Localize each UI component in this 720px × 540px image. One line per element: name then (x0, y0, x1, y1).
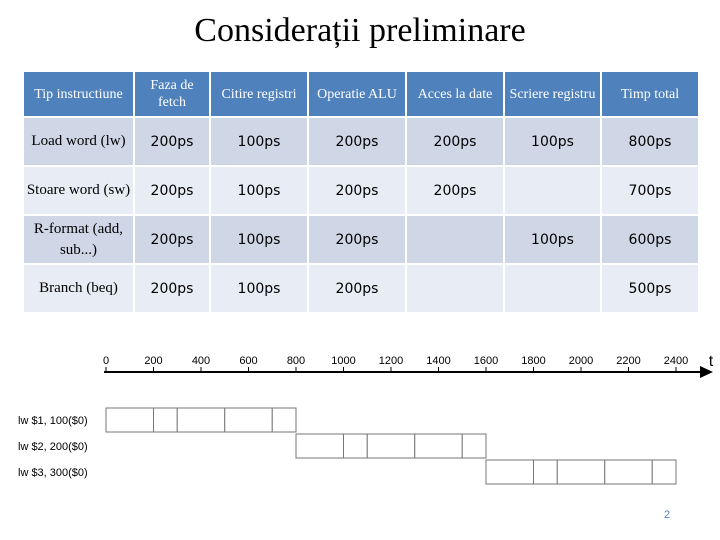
header-fetch: Faza de fetch (135, 72, 209, 116)
header-data-access: Acces la date (407, 72, 503, 116)
table-cell: 200ps (309, 216, 405, 263)
row-label: R-format (add, sub...) (24, 216, 133, 263)
pipeline-stage-box (225, 408, 273, 432)
table-cell: 100ps (211, 118, 307, 165)
row-label: Branch (beq) (24, 265, 133, 312)
axis-tick-label: 800 (286, 355, 306, 367)
pipeline-stage-box (154, 408, 178, 432)
pipeline-timeline-diagram (0, 345, 720, 495)
table-cell: 200ps (309, 118, 405, 165)
instruction-label: lw $2, 200($0) (18, 441, 88, 453)
pipeline-stage-box (415, 434, 463, 458)
pipeline-stage-box (272, 408, 296, 432)
table-cell: 100ps (505, 216, 600, 263)
axis-tick-label: 1000 (331, 355, 356, 367)
pipeline-stage-box (462, 434, 486, 458)
table-row (24, 216, 698, 263)
table-cell: 200ps (407, 118, 503, 165)
table-cell (505, 265, 600, 312)
row-label: Load word (lw) (24, 118, 133, 165)
header-instruction-type: Tip instructiune (24, 72, 133, 116)
header-register-read: Citire registri (211, 72, 307, 116)
table-row (24, 265, 698, 312)
table-cell: 500ps (602, 265, 698, 312)
table-cell: 200ps (309, 265, 405, 312)
pipeline-stage-box (106, 408, 154, 432)
table-cell: 200ps (135, 167, 209, 214)
axis-tick-label: 1200 (378, 355, 404, 367)
header-register-write: Scriere registru (505, 72, 600, 116)
table-cell: 100ps (211, 265, 307, 312)
table-cell: 100ps (505, 118, 600, 165)
pipeline-stage-box (605, 460, 653, 484)
table-cell: 600ps (602, 216, 698, 263)
pipeline-stage-box (486, 460, 534, 484)
table-cell: 100ps (211, 216, 307, 263)
instruction-timing-table (22, 70, 700, 314)
table-cell: 800ps (602, 118, 698, 165)
axis-tick-label: 200 (144, 355, 163, 367)
table-cell: 700ps (602, 167, 698, 214)
axis-tick-label: 2400 (663, 355, 689, 367)
header-total-time: Timp total (602, 72, 698, 116)
table-row (24, 167, 698, 214)
pipeline-stage-box (367, 434, 415, 458)
slide-title: Considerații preliminare (194, 12, 526, 49)
pipeline-stage-box (344, 434, 368, 458)
table-cell (505, 167, 600, 214)
table-cell: 200ps (135, 216, 209, 263)
time-axis-label: t (708, 353, 714, 370)
pipeline-stage-box (177, 408, 225, 432)
axis-tick-label: 400 (191, 355, 211, 367)
pipeline-stage-box (652, 460, 676, 484)
axis-tick-label: 2000 (568, 355, 594, 367)
axis-tick-label: 1400 (426, 355, 451, 367)
table-cell: 200ps (135, 265, 209, 312)
header-alu-op: Operatie ALU (309, 72, 405, 116)
table-cell: 200ps (407, 167, 503, 214)
pipeline-stage-box (534, 460, 558, 484)
slide-number: 2 (664, 509, 671, 521)
instruction-label: lw $3, 300($0) (18, 467, 88, 479)
axis-tick-label: 1800 (521, 355, 546, 367)
instruction-label: lw $1, 100($0) (18, 415, 88, 427)
axis-tick-label: 0 (102, 355, 110, 367)
table-cell: 200ps (135, 118, 209, 165)
table-header-row (24, 72, 698, 116)
table-cell (407, 216, 503, 263)
table-cell (407, 265, 503, 312)
table-row (24, 118, 698, 165)
axis-tick-label: 2200 (616, 355, 641, 367)
axis-tick-label: 1600 (473, 355, 499, 367)
table-cell: 100ps (211, 167, 307, 214)
row-label: Stoare word (sw) (24, 167, 133, 214)
table-cell: 200ps (309, 167, 405, 214)
pipeline-stage-box (296, 434, 344, 458)
pipeline-stage-box (557, 460, 605, 484)
axis-tick-label: 600 (239, 355, 258, 367)
